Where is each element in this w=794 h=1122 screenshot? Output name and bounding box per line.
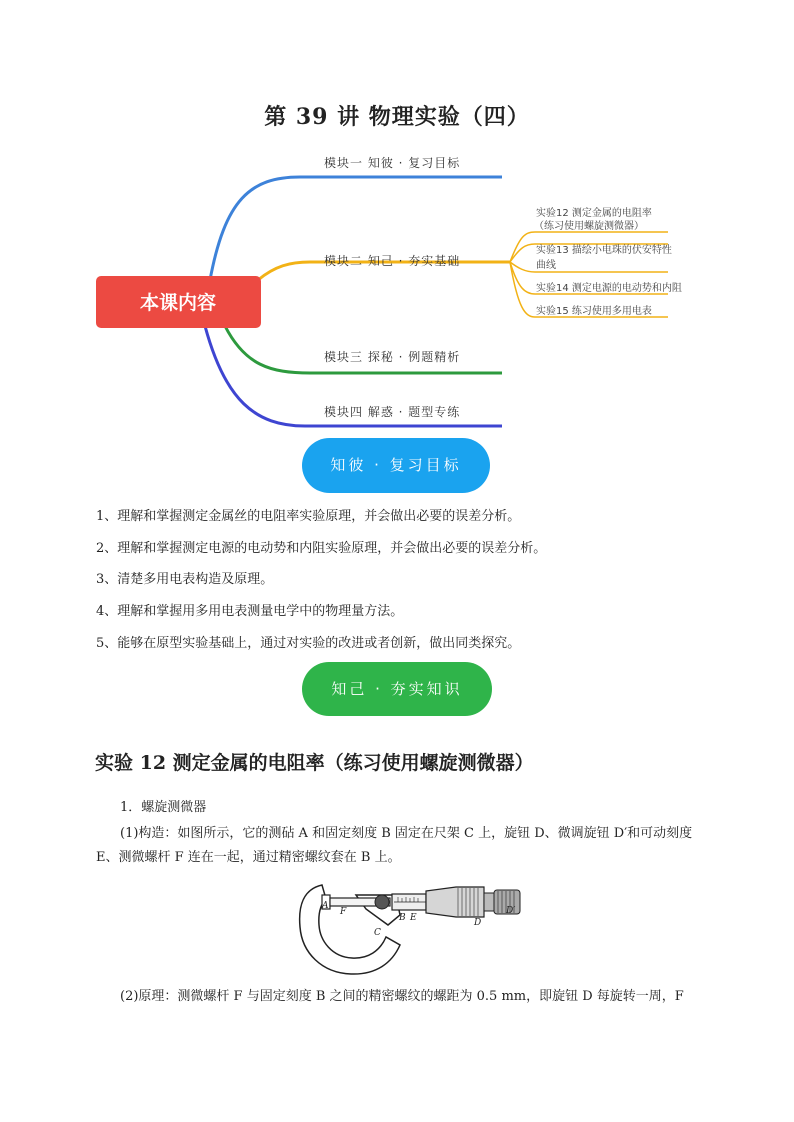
branch-label-2: 模块二 知己 · 夯实基础: [324, 254, 461, 268]
label-F: F: [340, 907, 347, 917]
sub-connector-3: [510, 262, 668, 272]
review-goals-badge: 知彼 · 复习目标: [302, 438, 490, 493]
label-A: A: [322, 901, 329, 911]
goal-item: 3、清楚多用电表构造及原理。: [96, 572, 274, 587]
principle-paragraph: (2)原理：测微螺杆 F 与固定刻度 B 之间的精密螺纹的螺距为 0.5 mm，即旋钮 D 每旋转一周，F: [120, 989, 684, 1004]
sub-item-2-line2: 曲线: [536, 260, 556, 271]
label-D-prime: D′: [506, 906, 516, 916]
label-C: C: [374, 928, 381, 938]
sub-item-1-line2: （练习使用螺旋测微器）: [534, 221, 644, 232]
knowledge-badge: 知己 · 夯实知识: [302, 662, 492, 716]
page-title: 第 39 讲 物理实验（四）: [264, 104, 530, 130]
goal-item: 4、理解和掌握用多用电表测量电学中的物理量方法。: [96, 604, 404, 619]
goal-item: 5、能够在原型实验基础上，通过对实验的改进或者创新，做出同类探究。: [96, 636, 521, 651]
sub-item-2-line1: 实验13 描绘小电珠的伏安特性: [536, 245, 672, 256]
label-E: E: [410, 913, 417, 923]
branch-label-4: 模块四 解惑 · 题型专练: [324, 405, 461, 419]
branch-label-3: 模块三 探秘 · 例题精析: [324, 350, 461, 364]
sub-item-1-line1: 实验12 测定金属的电阻率: [536, 208, 652, 219]
label-B: B: [399, 913, 406, 923]
goal-item: 2、理解和掌握测定电源的电动势和内阻实验原理，并会做出必要的误差分析。: [96, 541, 547, 556]
label-D: D: [474, 918, 482, 928]
mindmap-center-label: 本课内容: [139, 292, 217, 314]
goal-item: 1、理解和掌握测定金属丝的电阻率实验原理，并会做出必要的误差分析。: [96, 509, 521, 524]
branch-label-1: 模块一 知彼 · 复习目标: [324, 156, 461, 170]
micrometer-figure: [296, 875, 531, 977]
mindmap: [0, 140, 794, 440]
sub-item-4-line1: 实验15 练习使用多用电表: [536, 306, 652, 317]
section-heading: 实验 12 测定金属的电阻率（练习使用螺旋测微器）: [95, 752, 534, 774]
sub-item-3-line1: 实验14 测定电源的电动势和内阻: [536, 283, 682, 294]
structure-paragraph: (1)构造：如图所示，它的测砧 A 和固定刻度 B 固定在尺架 C 上，旋钮 D、微调旋钮 D′和可动刻度 E、测微螺杆 F 连在一起，通过精密螺纹套在 B 上。: [96, 826, 693, 865]
item-heading: 1．螺旋测微器: [120, 800, 207, 815]
